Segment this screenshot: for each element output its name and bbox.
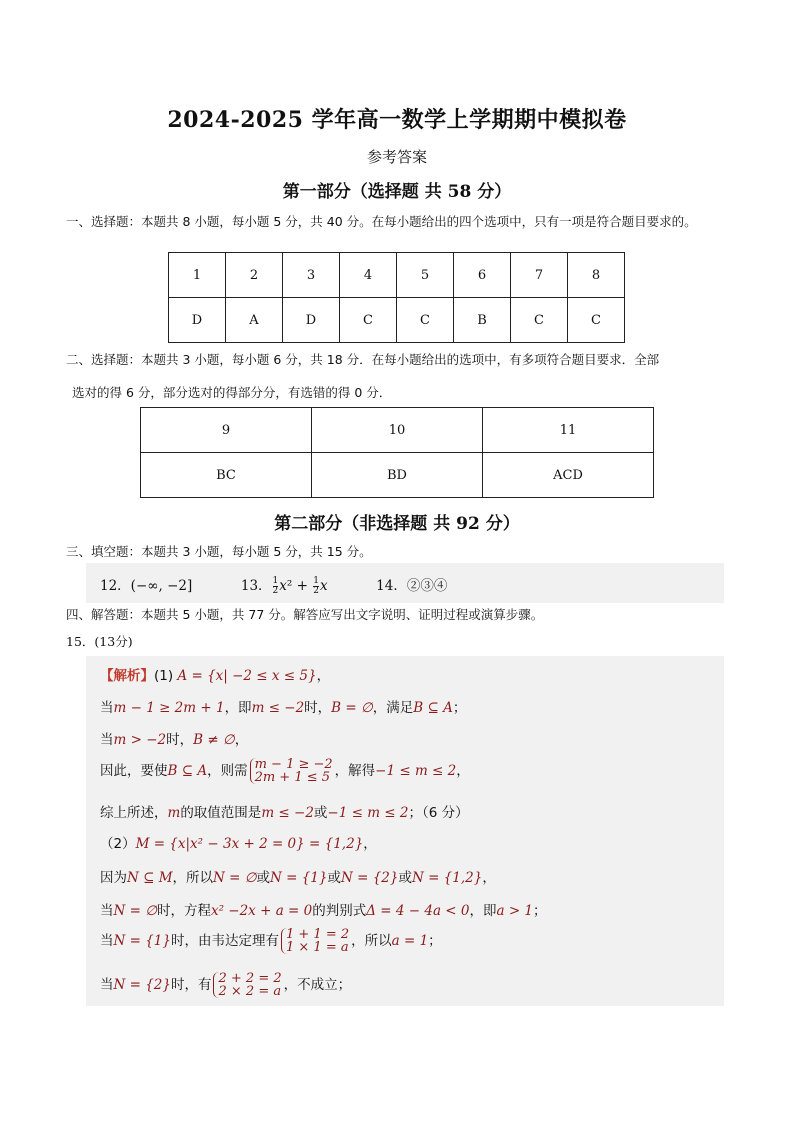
section2-note-line1: 二、选择题：本题共 3 小题，每小题 6 分，共 18 分．在每小题给出的选项中，有多项符合题目要求．全部 [66, 352, 660, 367]
math: N = {2} [113, 977, 171, 993]
page-subtitle: 参考答案 [366, 148, 427, 166]
q13-answer: $\frac{1}{2}$ x² + $\frac{1}{2}$ x [272, 576, 328, 596]
math: −1 ≤ m ≤ 2 [327, 805, 409, 821]
math: m ≤ −2 [261, 805, 314, 821]
system-row: 2m + 1 ≤ 5 [254, 770, 331, 785]
math: Δ = 4 − 4a < 0 [366, 903, 470, 919]
math: B ⊆ A [413, 700, 453, 716]
q15-header: 15．(13分) [66, 634, 133, 649]
system-row: 1 × 1 = a [285, 940, 349, 955]
table2-number: 11 [483, 408, 654, 453]
q14-answer: 14．②③④ [376, 578, 448, 594]
math: N = ∅ [213, 870, 257, 886]
table2-number: 10 [312, 408, 483, 453]
table1-answer: C [397, 298, 454, 343]
table1-answer: A [226, 298, 283, 343]
text: ，则需 [207, 763, 248, 779]
solution-line-8 [100, 899, 547, 919]
text: ， [456, 763, 470, 779]
section4-note: 四、解答题：本题共 5 小题，共 77 分。解答应写出文字说明、证明过程或演算步骤。 [66, 607, 544, 622]
math: N = {2} [340, 870, 399, 886]
math: N ⊆ M [127, 870, 173, 886]
text: ，满足 [372, 700, 414, 716]
table1-number: 2 [226, 253, 283, 298]
solution-line-10 [100, 970, 351, 1000]
table1-number: 1 [169, 253, 226, 298]
solution-line-5 [100, 801, 469, 821]
text: 的取值范围是 [180, 805, 262, 821]
text: (1) [154, 668, 174, 684]
equation-system [213, 972, 281, 998]
solution-line-6 [100, 832, 377, 852]
text: 当 [100, 977, 114, 993]
system-row: 1 + 1 = 2 [285, 927, 350, 942]
table2-number-row [141, 408, 654, 453]
table1-answer: C [340, 298, 397, 343]
page-title: 2024-2025 学年高一数学上学期期中模拟卷 [167, 107, 627, 133]
text: ，所以 [351, 933, 392, 949]
math: B ⊆ A [167, 763, 208, 779]
math: B ≠ ∅ [193, 732, 235, 748]
table1-answer: D [283, 298, 340, 343]
text: 时，由韦达定理有 [170, 933, 279, 949]
math: N = {1} [270, 870, 328, 886]
text: （2） [100, 836, 136, 852]
text: 当 [100, 700, 114, 716]
text: ； [428, 933, 442, 949]
math: a > 1 [496, 903, 534, 919]
solution-line-9 [100, 926, 442, 956]
answer-table-1 [168, 252, 625, 343]
text: 因为 [100, 870, 127, 886]
solution-tag: 【解析】 [100, 668, 154, 684]
table1-number-row [169, 253, 625, 298]
math: x² −2x + a = 0 [210, 903, 313, 919]
part1-heading: 第一部分（选择题 共 58 分） [282, 182, 512, 202]
system-row: m − 1 ≥ −2 [254, 757, 333, 772]
text: ；（6 分） [408, 805, 469, 821]
solution-line-4 [100, 756, 470, 786]
solution-line-1 [100, 664, 330, 684]
section3-note: 三、填空题：本题共 3 小题，每小题 5 分，共 15 分。 [66, 544, 372, 559]
table2-answer: BC [141, 453, 312, 498]
table1-number: 4 [340, 253, 397, 298]
solution-line-7 [100, 866, 496, 886]
math: m − 1 ≥ 2m + 1 [113, 700, 225, 716]
table1-number: 8 [568, 253, 625, 298]
text: 或 [398, 870, 412, 886]
table1-answer: D [169, 298, 226, 343]
math: m [167, 805, 181, 821]
text: 或 [313, 805, 328, 821]
solution-line-2 [100, 696, 466, 716]
text: ，不成立； [283, 977, 352, 993]
table1-answer-row [169, 298, 625, 343]
table1-answer: C [511, 298, 568, 343]
text: ； [533, 903, 547, 919]
q12-answer: 12．(−∞, −2] [100, 578, 193, 594]
system-row: 2 + 2 = 2 [218, 971, 282, 986]
text: ， [316, 668, 331, 684]
text: 时， [166, 732, 194, 748]
solution-line-3 [100, 728, 248, 748]
table2-number: 9 [141, 408, 312, 453]
math: a = 1 [391, 933, 429, 949]
table2-answer: ACD [483, 453, 654, 498]
table1-number: 7 [511, 253, 568, 298]
table1-answer: C [568, 298, 625, 343]
part2-heading: 第二部分（非选择题 共 92 分） [274, 514, 520, 534]
table1-number: 3 [283, 253, 340, 298]
text: ，解得 [334, 763, 376, 779]
table1-answer: B [454, 298, 511, 343]
text: ，即 [469, 903, 497, 919]
table2-answer-row [141, 453, 654, 498]
text: 或 [256, 870, 270, 886]
table2-answer: BD [312, 453, 483, 498]
text: ， [234, 732, 249, 748]
table1-number: 6 [454, 253, 511, 298]
fill-answers-line [100, 574, 447, 596]
equation-system [281, 928, 349, 954]
math: m > −2 [113, 732, 167, 748]
math: N = {1} [113, 933, 171, 949]
text: ，所以 [172, 870, 214, 886]
text: 时， [304, 700, 332, 716]
inequality-system [250, 758, 333, 784]
math: B = ∅ [331, 700, 373, 716]
text: 当 [100, 732, 114, 748]
math: N = {1,2} [411, 870, 483, 886]
text: 时，方程 [156, 903, 211, 919]
text: ， [482, 870, 496, 886]
text: ， [363, 836, 377, 852]
q13-label: 13． [240, 578, 272, 594]
text: 因此，要使 [100, 763, 168, 779]
text: 当 [100, 903, 114, 919]
system-row: 2 × 2 = a [218, 984, 282, 999]
section2-note-line2: 选对的得 6 分，部分选对的得部分分，有选错的得 0 分． [72, 385, 392, 400]
math: M = {x|x² − 3x + 2 = 0} = {1,2} [135, 836, 364, 852]
text: 的判别式 [312, 903, 367, 919]
section1-note-text: 一、选择题：本题共 8 小题，每小题 5 分，共 40 分。在每小题给出的四个选项中，只有一项是符合题目要求的。 [66, 214, 697, 229]
answer-table-2 [140, 407, 654, 498]
math: A = {x| −2 ≤ x ≤ 5} [177, 668, 317, 684]
text: 当 [100, 933, 114, 949]
math: m ≤ −2 [251, 700, 305, 716]
section1-note [66, 212, 730, 232]
math: −1 ≤ m ≤ 2 [375, 763, 457, 779]
math: N = ∅ [113, 903, 157, 919]
text: 综上所述， [100, 805, 168, 821]
text: ； [452, 700, 467, 716]
text: 时，有 [170, 977, 212, 993]
text: 或 [327, 870, 341, 886]
table1-number: 5 [397, 253, 454, 298]
text: ，即 [224, 700, 252, 716]
